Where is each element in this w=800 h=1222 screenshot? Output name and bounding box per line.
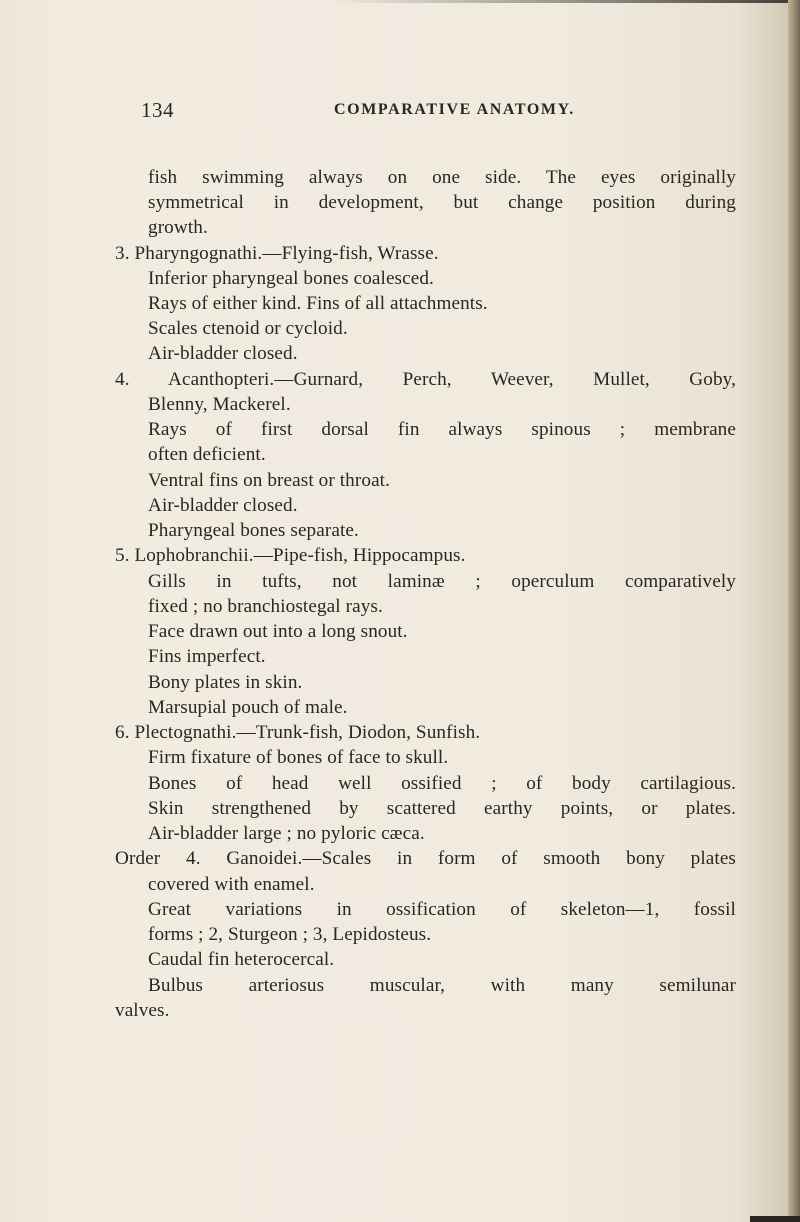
text-line: Bony plates in skin. [148,672,303,693]
text-line: Ventral fins on breast or throat. [148,470,391,491]
text-line: fish swimming always on one side. The eyes originally [148,167,736,188]
text-line: Scales ctenoid or cycloid. [148,318,348,339]
text-line: covered with enamel. [148,874,315,895]
text-line: Great variations in ossification of skeleton—1, fossil [148,899,736,920]
text-line: 6. Plectognathi.—Trunk-fish, Diodon, Sunfish. [115,722,481,743]
text-line: Order 4. Ganoidei.—Scales in form of smooth bony plates [115,848,736,869]
text-line: Marsupial pouch of male. [148,697,348,718]
text-line: Air-bladder large ; no pyloric cæca. [148,823,425,844]
text-line: Inferior pharyngeal bones coalesced. [148,268,434,289]
text-line: Bulbus arteriosus muscular, with many semilunar [148,975,736,996]
text-line: Rays of either kind. Fins of all attachments. [148,293,488,314]
text-line: Air-bladder closed. [148,343,298,364]
text-line: fixed ; no branchiostegal rays. [148,596,383,617]
text-line: often deficient. [148,444,266,465]
text-line: Fins imperfect. [148,646,266,667]
text-line: 5. Lophobranchii.—Pipe-fish, Hippocampus. [115,545,466,566]
text-line: Firm fixature of bones of face to skull. [148,747,449,768]
text-line: Gills in tufts, not laminæ ; operculum comparatively [148,571,736,592]
page-number: 134 [141,98,174,122]
text-line: Bones of head well ossified ; of body cartilagious. [148,773,736,794]
text-line: Blenny, Mackerel. [148,394,291,415]
page-top-shadow [330,0,800,3]
page-right-edge [788,0,800,1222]
text-line: 4. Acanthopteri.—Gurnard, Perch, Weever, Mullet, Goby, [115,369,736,390]
text-line: symmetrical in development, but change position during [148,192,736,213]
text-line: Skin strengthened by scattered earthy points, or plates. [148,798,736,819]
text-line: valves. [115,1000,170,1021]
running-head: COMPARATIVE ANATOMY. [334,101,575,118]
text-line: Rays of first dorsal fin always spinous ; membrane [148,419,736,440]
text-line: Pharyngeal bones separate. [148,520,359,541]
text-line: forms ; 2, Sturgeon ; 3, Lepidosteus. [148,924,432,945]
page-header [141,98,741,124]
text-line: Caudal fin heterocercal. [148,949,335,970]
text-line: Air-bladder closed. [148,495,298,516]
page-bottom-corner [750,1216,800,1222]
text-line: 3. Pharyngognathi.—Flying-fish, Wrasse. [115,243,439,264]
text-line: Face drawn out into a long snout. [148,621,408,642]
text-line: growth. [148,217,208,238]
